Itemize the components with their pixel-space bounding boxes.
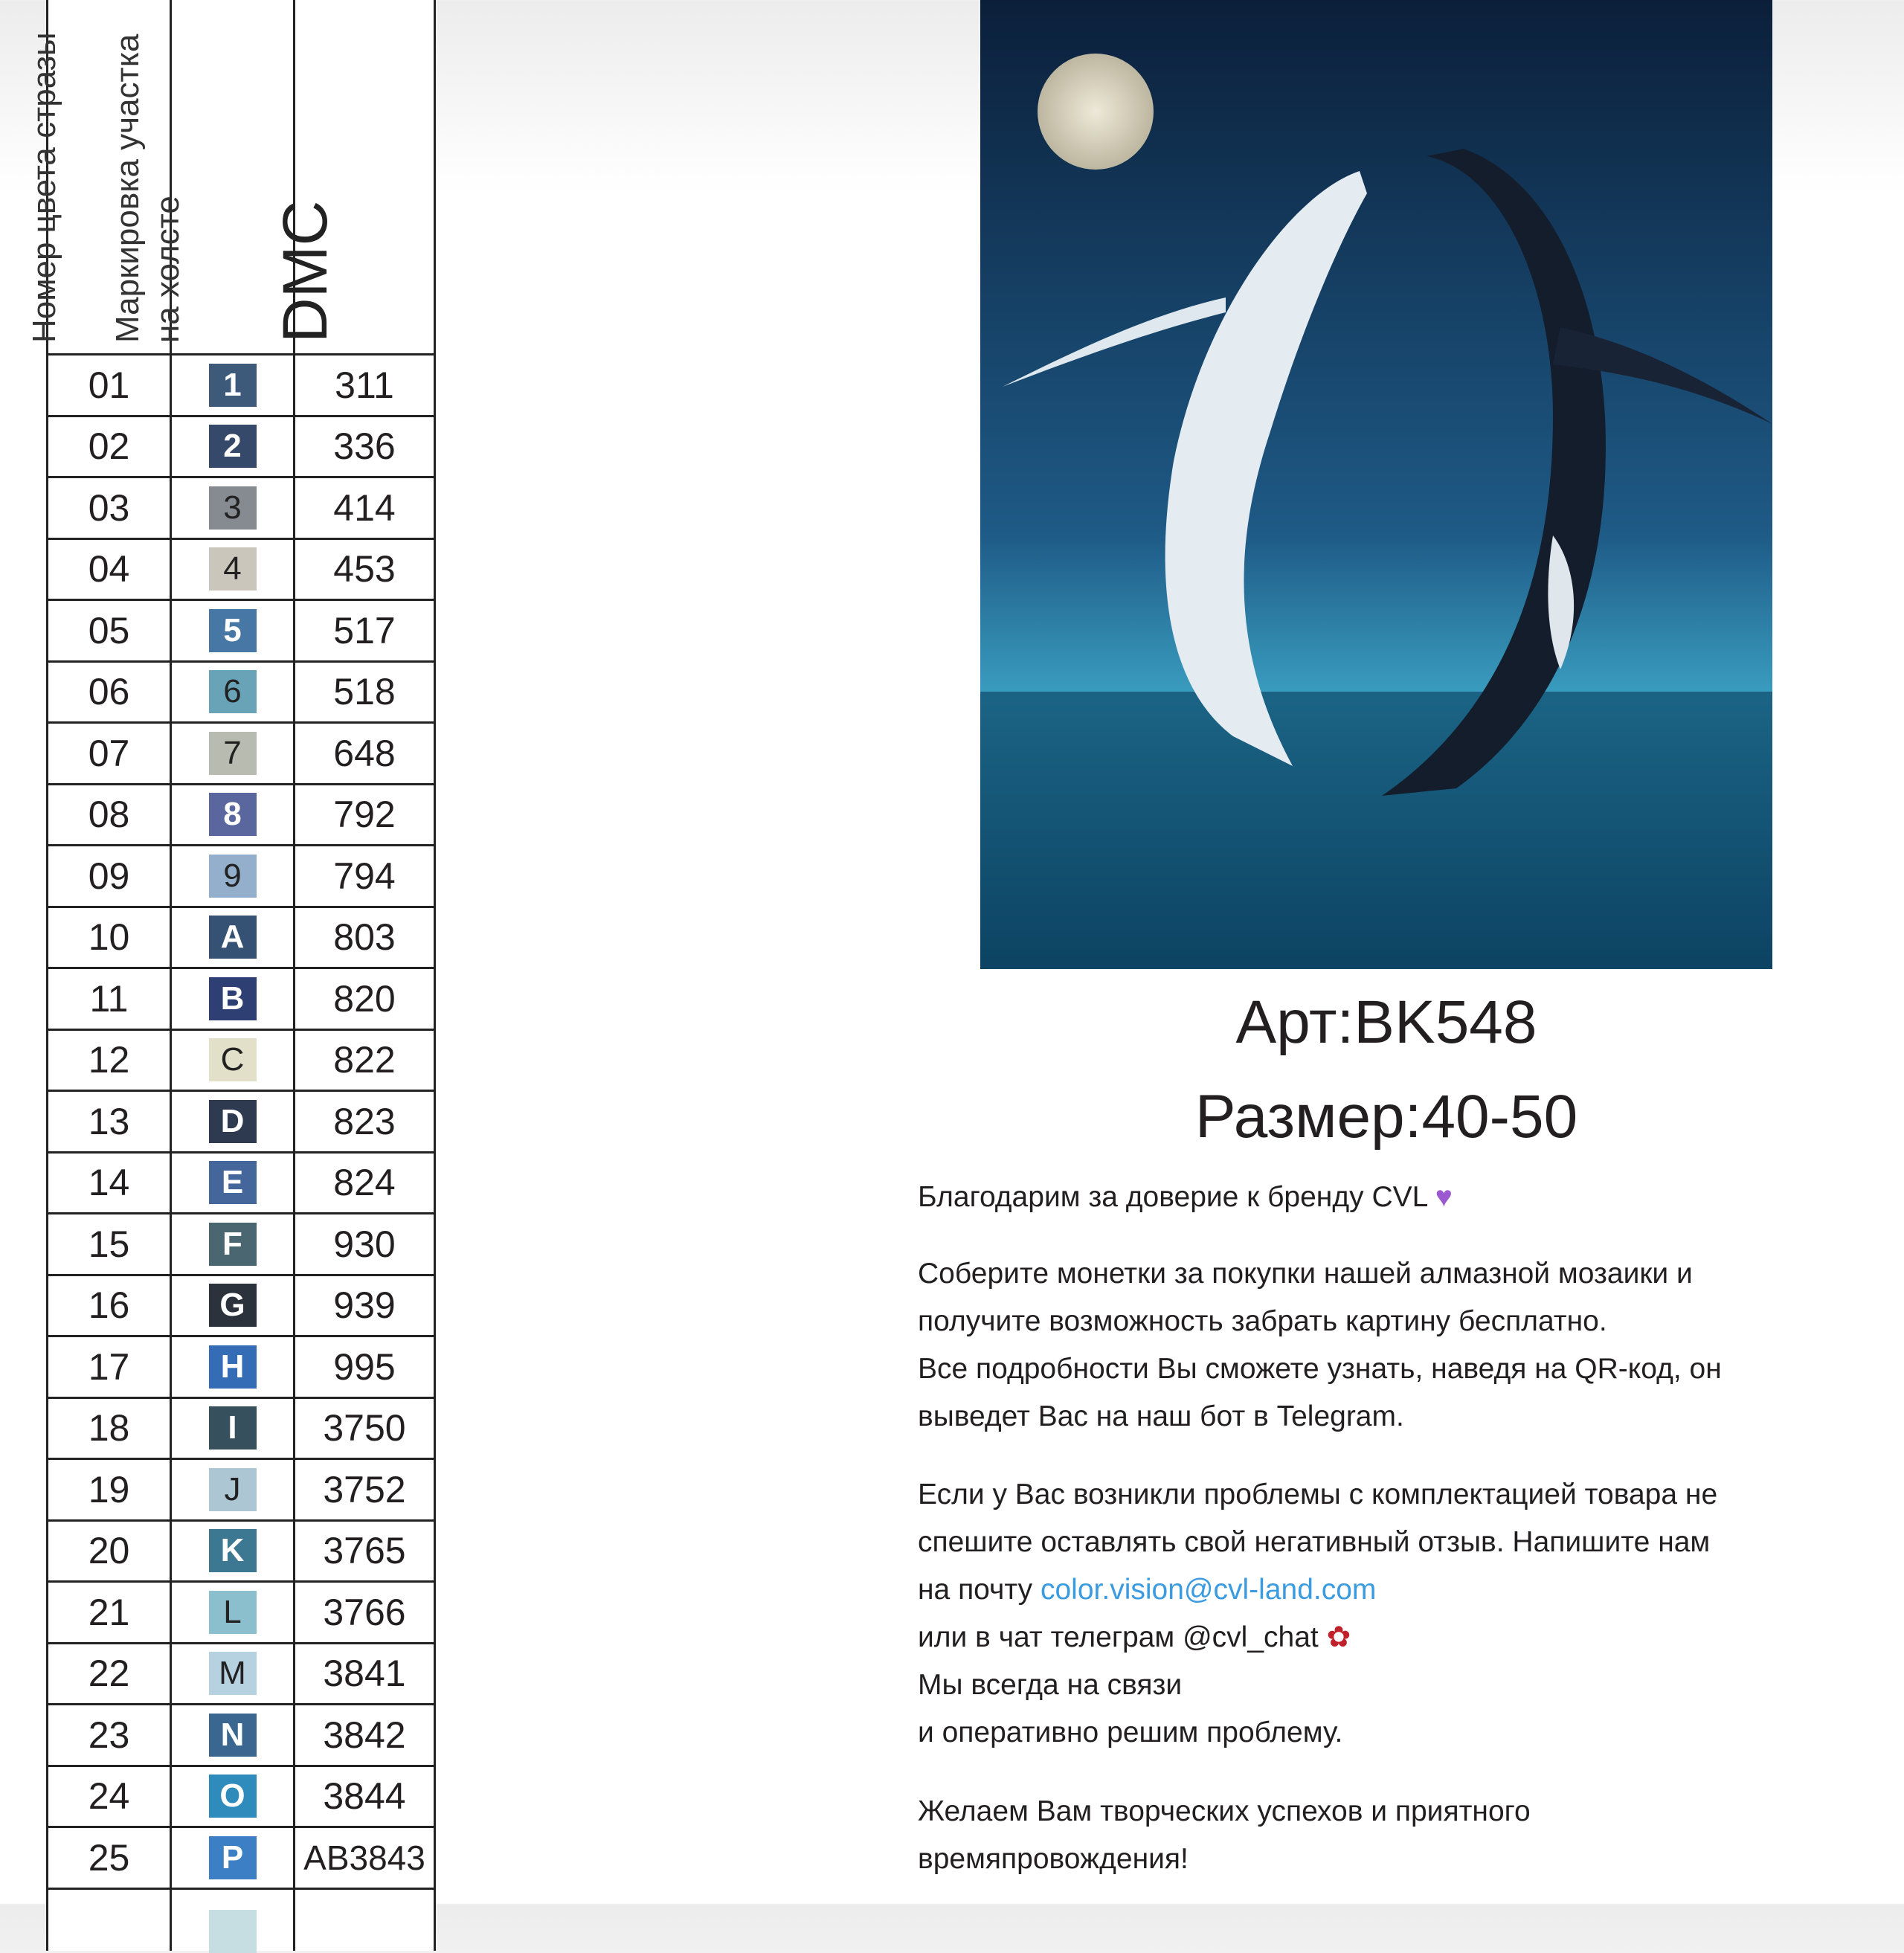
text-line: Мы всегда на связи [918,1669,1183,1701]
mark-cell [172,1399,295,1458]
color-number: 21 [48,1583,172,1642]
table-header [25,0,434,355]
email-link[interactable]: color.vision@cvl-land.com [1040,1574,1377,1606]
text-line: получите возможность забрать картину бесплатно. [918,1305,1607,1337]
dmc-code: 995 [333,1345,396,1388]
color-swatch: C [209,1038,257,1081]
color-swatch: 2 [209,425,257,468]
table-row [48,355,434,417]
color-swatch: D [209,1100,257,1143]
header-color-number: Номер цвета стразы [25,32,62,343]
header-dmc: DMC [270,200,340,343]
table-row [48,1767,434,1829]
product-image-dolphin-orca [980,0,1772,969]
mark-cell [172,1767,295,1827]
color-number: 09 [48,846,172,906]
mark-cell [172,1460,295,1519]
table-row [48,1154,434,1215]
text-line: Если у Вас возникли проблемы с комплектацией товара не [918,1479,1718,1510]
text: или в чат телеграм @cvl_chat [918,1621,1319,1653]
color-swatch: 7 [209,732,257,775]
dmc-code: 336 [333,425,396,468]
mark-cell [172,1583,295,1642]
table-row [48,601,434,663]
article-number: Арт:BK548 [1235,988,1537,1056]
table-row-partial [48,1890,434,1952]
mark-cell [172,1031,295,1090]
dmc-code: 3766 [323,1591,406,1633]
color-number: 06 [48,663,172,722]
color-swatch: G [209,1284,257,1327]
thanks-line [918,1174,1453,1221]
table-row [48,969,434,1031]
color-swatch: 8 [209,793,257,836]
color-number: 14 [48,1154,172,1213]
text-line: времяпровождения! [918,1843,1189,1875]
mark-cell [172,478,295,538]
text-line: и оперативно решим проблему. [918,1716,1343,1748]
dmc-code: 3750 [323,1407,406,1450]
text-line: спешите оставлять свой негативный отзыв. Напишите нам [918,1526,1711,1558]
color-swatch: 9 [209,855,257,898]
color-number: 12 [48,1031,172,1090]
color-swatch: O [209,1775,257,1818]
text-line: выведет Вас на наш бот в Telegram. [918,1400,1404,1432]
table-row [48,1705,434,1767]
table-row [48,663,434,724]
color-number: 13 [48,1092,172,1151]
table-row [48,1460,434,1522]
color-number: 25 [48,1828,172,1888]
text-line: Все подробности Вы сможете узнать, наведя на QR-код, он [918,1353,1722,1385]
table-row [48,417,434,479]
table-row [48,724,434,785]
color-swatch: I [209,1406,257,1450]
mark-cell [172,1337,295,1397]
paragraph-support [918,1471,1717,1757]
color-swatch: M [209,1652,257,1695]
color-swatch: N [209,1714,257,1757]
dmc-code: 824 [333,1162,396,1204]
table-row [48,1276,434,1338]
dmc-code: 822 [333,1039,396,1081]
text-line: Соберите монетки за покупки нашей алмазной мозаики и [918,1258,1693,1290]
color-table [25,0,436,1951]
color-swatch: K [209,1529,257,1572]
dmc-code: 311 [335,364,394,406]
color-number: 05 [48,601,172,660]
thanks-text: Благодарим за доверие к бренду CVL [918,1181,1427,1213]
color-swatch: H [209,1345,257,1389]
table-row [48,1644,434,1706]
paragraph-wishes [918,1788,1531,1883]
color-swatch: F [209,1223,257,1266]
mark-cell [172,663,295,722]
color-number: 03 [48,478,172,538]
dmc-code: 930 [333,1223,396,1265]
dmc-code: AB3843 [303,1838,425,1877]
table-row [48,478,434,540]
color-swatch: 3 [209,486,257,530]
mark-cell [172,908,295,968]
color-number: 02 [48,417,172,477]
dmc-code: 794 [333,855,396,897]
text-line [918,1566,1717,1614]
size-label: Размер:40-50 [1194,1083,1578,1151]
table-row [48,1828,434,1890]
purple-heart-icon: ♥ [1435,1181,1453,1213]
table-row [48,1031,434,1093]
color-swatch: 5 [209,609,257,652]
color-swatch: E [209,1161,257,1204]
dmc-code: 803 [333,916,396,959]
color-swatch: 1 [209,364,257,407]
color-number: 23 [48,1705,172,1765]
color-number: 17 [48,1337,172,1397]
text-line [918,1614,1717,1661]
color-swatch: 4 [209,547,257,591]
color-number: 08 [48,785,172,845]
mark-cell [172,601,295,660]
color-swatch: A [209,916,257,959]
table-row [48,785,434,847]
dmc-code: 3842 [323,1714,406,1756]
rose-icon: ✿ [1326,1621,1351,1653]
dmc-code: 3841 [323,1653,406,1695]
dmc-code: 414 [333,486,396,529]
table-row [48,908,434,970]
mark-cell [172,1276,295,1336]
color-swatch: L [209,1591,257,1634]
table-row [48,1092,434,1154]
color-number: 20 [48,1522,172,1581]
dmc-code: 3765 [323,1530,406,1572]
mark-cell [172,1092,295,1151]
header-canvas-mark: Маркировка участка на холсте [109,33,186,343]
color-swatch: 6 [209,670,257,713]
table-row [48,1399,434,1461]
mark-cell [172,969,295,1029]
dmc-code: 820 [333,977,396,1020]
mark-cell [172,1828,295,1888]
dmc-code: 939 [333,1284,396,1327]
color-swatch: J [209,1468,257,1511]
table-row [48,1522,434,1583]
mark-cell [172,540,295,599]
table-row [48,540,434,602]
color-number: 10 [48,908,172,968]
mark-cell [172,1522,295,1581]
mark-cell [172,785,295,845]
color-number: 24 [48,1767,172,1827]
dmc-code: 823 [333,1100,396,1142]
color-number: 11 [48,969,172,1029]
color-swatch: P [209,1836,257,1879]
table-row [48,1583,434,1644]
mark-cell [172,1154,295,1213]
dmc-code: 518 [333,671,396,713]
color-number: 15 [48,1214,172,1274]
mark-cell [172,1644,295,1704]
moon [1038,54,1154,170]
color-number: 22 [48,1644,172,1704]
dmc-code: 3752 [323,1468,406,1510]
text: на почту [918,1574,1041,1606]
color-number: 07 [48,724,172,783]
color-number: 16 [48,1276,172,1336]
mark-cell [172,417,295,477]
color-number: 01 [48,355,172,415]
mark-cell [172,1214,295,1274]
color-number: 18 [48,1399,172,1458]
dmc-code: 517 [333,609,396,651]
mark-cell [172,846,295,906]
color-number: 04 [48,540,172,599]
table-row [48,1214,434,1276]
color-swatch: B [209,977,257,1020]
dmc-code: 648 [333,732,396,774]
dmc-code: 792 [333,794,396,836]
mark-cell [172,724,295,783]
dmc-code: 3844 [323,1775,406,1818]
paragraph-coins [918,1250,1722,1441]
mark-cell [172,355,295,415]
color-number: 19 [48,1460,172,1519]
table-row [48,1337,434,1399]
text-line: Желаем Вам творческих успехов и приятного [918,1795,1531,1827]
table-row [48,846,434,908]
dmc-code: 453 [333,548,396,591]
mark-cell [172,1705,295,1765]
